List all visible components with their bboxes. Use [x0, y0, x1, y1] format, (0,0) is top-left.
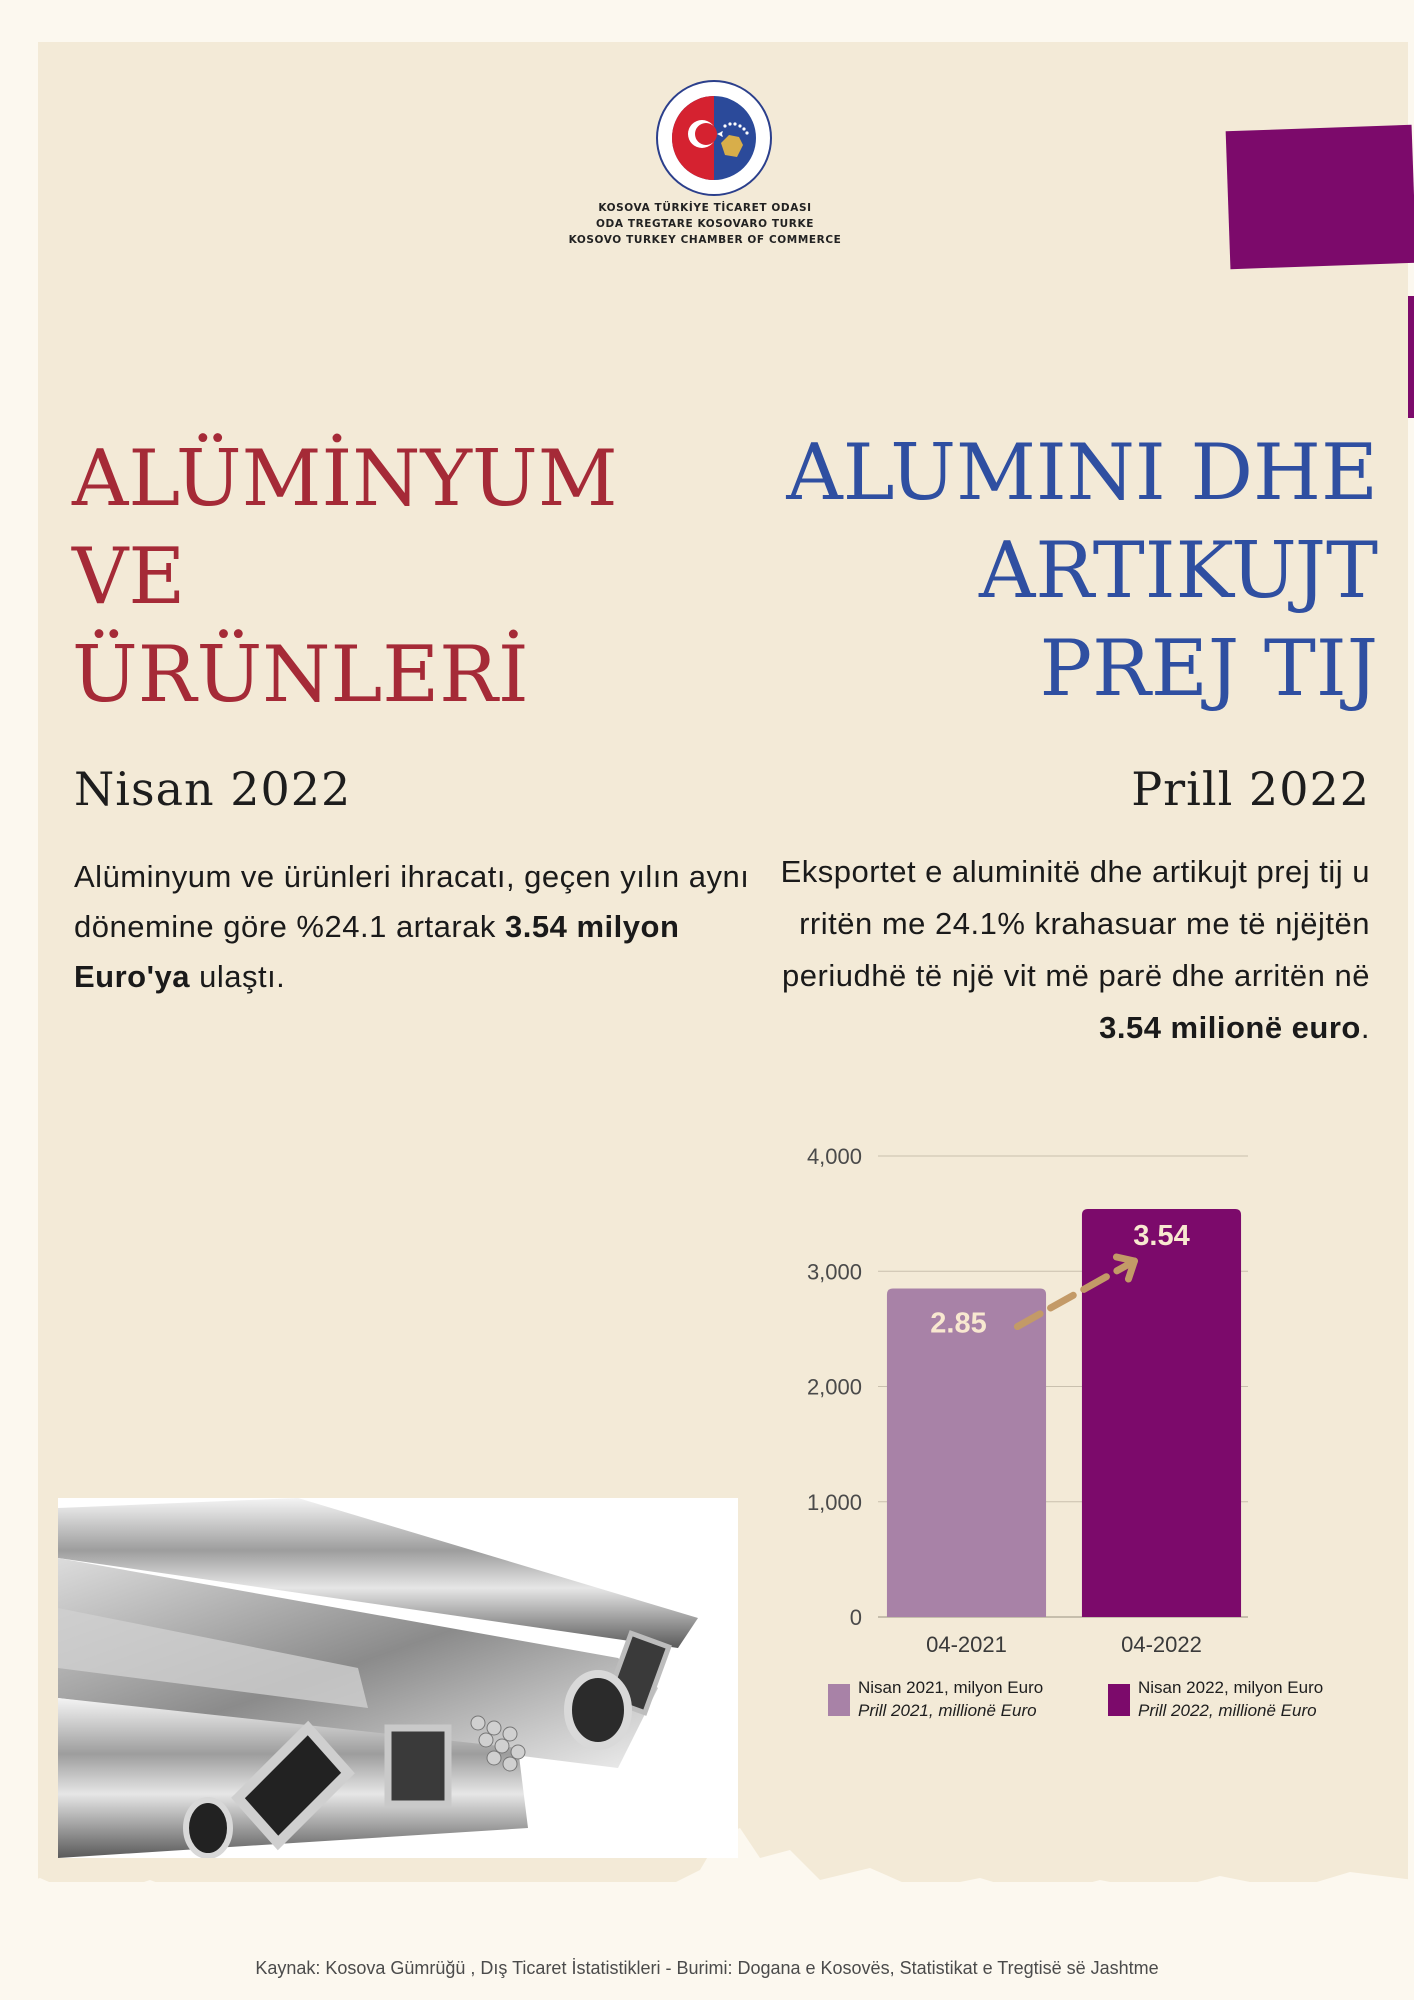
x-tick-label: 04-2021	[926, 1632, 1007, 1657]
summary-al-highlight: 3.54 milionë euro	[1099, 1010, 1361, 1045]
summary-turkish	[74, 852, 754, 1002]
y-tick-label: 0	[849, 1605, 862, 1630]
export-bar-chart	[770, 1130, 1330, 1750]
bar	[1082, 1209, 1241, 1617]
decorative-purple-edge	[1408, 296, 1414, 418]
organization-name	[480, 200, 930, 248]
summary-albanian	[770, 846, 1370, 1054]
bar-data-label: 3.54	[1133, 1220, 1190, 1253]
legend-label-al: Prill 2022, millionë Euro	[1138, 1701, 1317, 1720]
y-tick-label: 3,000	[806, 1259, 862, 1285]
date-albanian: Prill 2022	[1131, 762, 1370, 816]
aluminium-profiles-image	[58, 1498, 738, 1858]
source-footnote: Kaynak: Kosova Gümrüğü , Dış Ticaret İstatistikleri - Burimi: Dogana e Kosovës, Statistikat e Tregtisë së Jashtme	[255, 1958, 1159, 1978]
title-al-line: ARTIKUJT	[979, 526, 1378, 616]
decorative-purple-flag	[1226, 125, 1414, 269]
title-tr-line: ALÜMİNYUM	[72, 434, 618, 524]
title-al-line: ALUMINI DHE	[786, 428, 1378, 518]
title-albanian	[786, 424, 1378, 718]
y-tick-label: 2,000	[806, 1374, 862, 1400]
summary-al-text: Eksportet e aluminitë dhe artikujt prej tij u rritën me 24.1% krahasuar me të njëjtën periudhë të një vit më parë dhe arritën në	[780, 854, 1370, 993]
y-tick-label: 1,000	[806, 1489, 862, 1515]
date-turkish: Nisan 2022	[74, 762, 352, 816]
summary-al-end: .	[1360, 1010, 1370, 1045]
summary-tr-text: Alüminyum ve ürünleri ihracatı, geçen yılın aynı dönemine göre %24.1 artarak	[74, 859, 750, 944]
title-turkish	[72, 430, 618, 724]
bar-data-label: 2.85	[930, 1307, 987, 1340]
title-tr-line: ÜRÜNLERİ	[72, 630, 529, 720]
summary-tr-end: ulaştı.	[189, 959, 286, 994]
legend-label-al: Prill 2021, millionë Euro	[858, 1701, 1037, 1720]
y-tick-label: 4,000	[806, 1144, 862, 1169]
chamber-seal-icon	[655, 79, 773, 197]
legend-label-tr: Nisan 2022, milyon Euro	[1138, 1678, 1324, 1697]
x-tick-label: 04-2022	[1121, 1632, 1202, 1657]
org-line-tr: KOSOVA TÜRKİYE TİCARET ODASI	[598, 202, 812, 214]
title-tr-line: VE	[72, 532, 186, 622]
legend-swatch-2022	[1108, 1684, 1130, 1716]
legend-label-tr: Nisan 2021, milyon Euro	[858, 1678, 1044, 1697]
title-al-line: PREJ TIJ	[1039, 624, 1378, 714]
legend-swatch-2021	[828, 1684, 850, 1716]
org-line-al: ODA TREGTARE KOSOVARO TURKE	[596, 218, 814, 230]
summary-tr-highlight: 3.54 milyon Euro'ya	[74, 909, 680, 994]
org-line-en: KOSOVO TURKEY CHAMBER OF COMMERCE	[568, 234, 842, 246]
